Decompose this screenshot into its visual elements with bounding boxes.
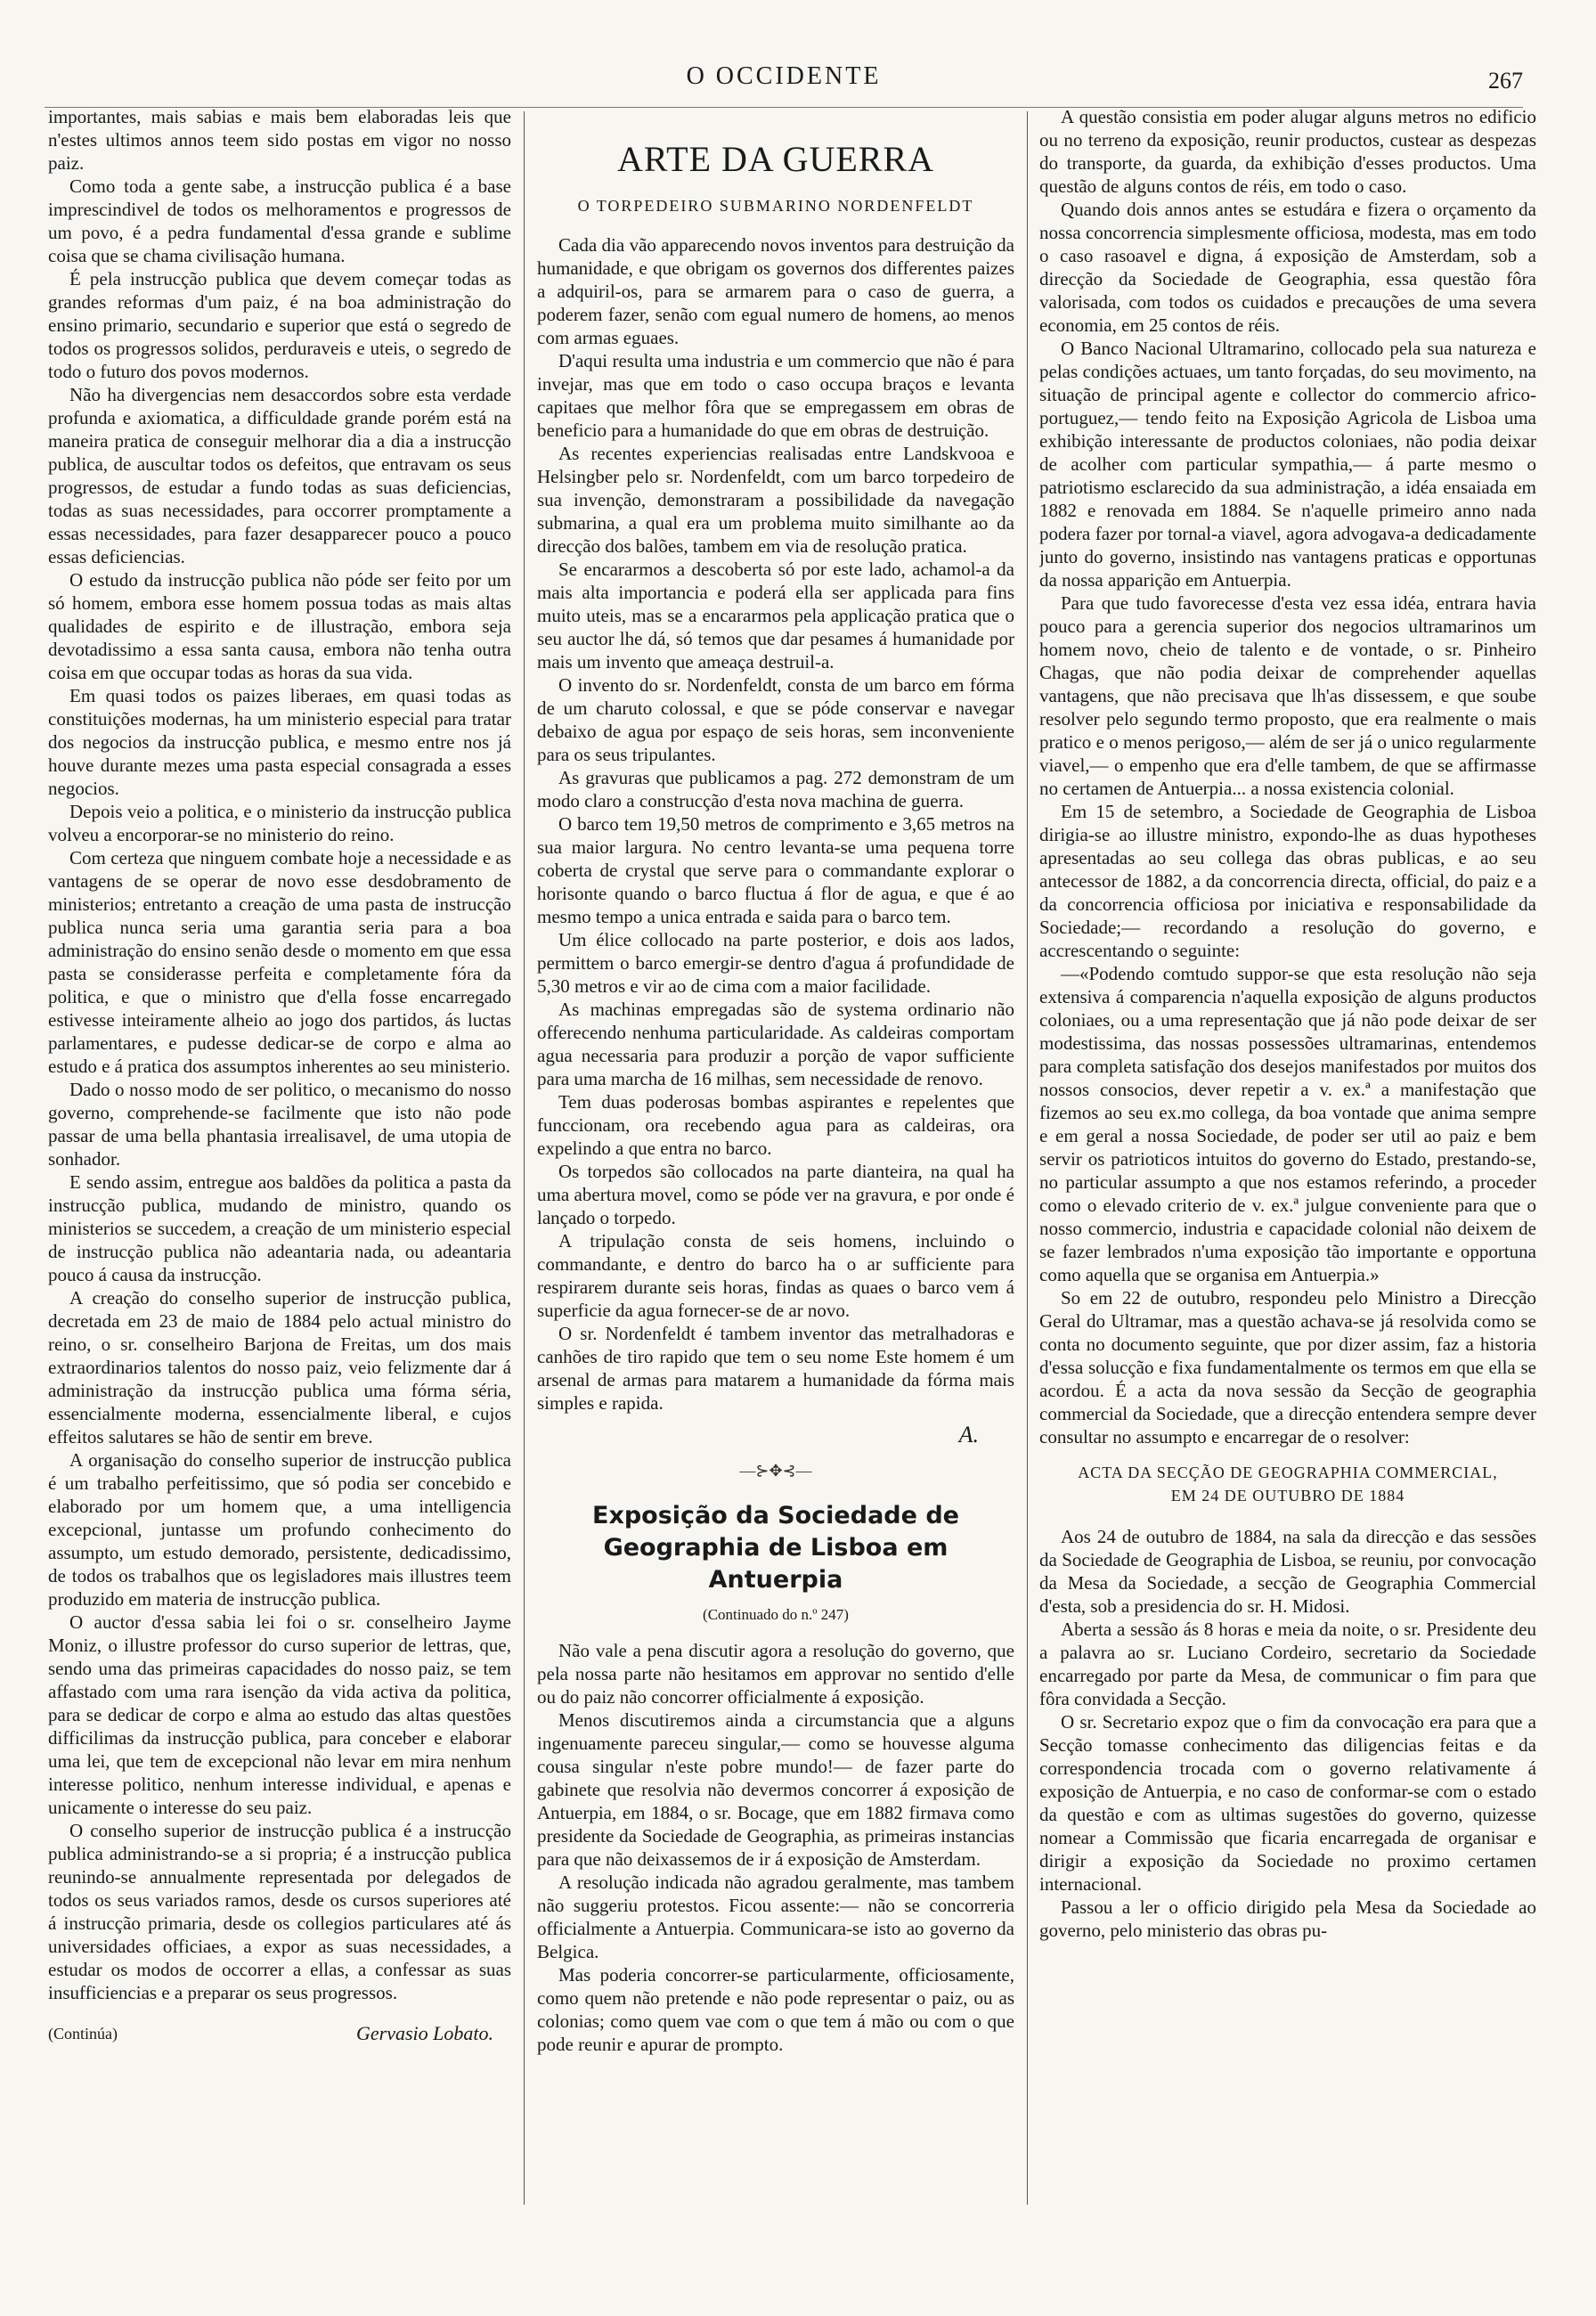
continua-note: (Continúa) — [48, 2025, 118, 2043]
paragraph: A resolução indicada não agradou geralmente, mas tambem não suggeriu protestos. Ficou assente:— não se concorreria officialmente a Antuerpia. Communicara-se isto ao governo da Belgica. — [537, 1872, 1014, 1962]
acta-heading-line: EM 24 DE OUTUBRO DE 1884 — [1170, 1487, 1405, 1505]
paragraph: Depois veio a politica, e o ministerio da instrucção publica volveu a encorporar-se no ministerio do reino. — [48, 801, 511, 845]
column-3 — [1039, 105, 1536, 2209]
column-divider-1 — [524, 111, 525, 2205]
paragraph: Dado o nosso modo de ser politico, o mecanismo do nosso governo, comprehende-se facilmente que isto não pode passar de uma bella phantasia irrealisavel, de uma utopia de sonhador. — [48, 1079, 511, 1170]
section-title: Exposição da Sociedade de Geographia de Lisboa em Antuerpia — [592, 1502, 959, 1594]
paragraph: Aberta a sessão ás 8 horas e meia da noite, o sr. Presidente deu a palavra ao sr. Luciano Cordeiro, secretario da Sociedade encarregado por parte da Mesa, de communicar o fim para que fôra convidada a Secção. — [1039, 1619, 1536, 1709]
paragraph: A organisação do conselho superior de instrucção publica é um trabalho perfeitissimo, que só podia ser concebido e elaborado por um homem que, a uma intelligencia excepcional, juntasse um profundo conhecimento do assumpto, um estudo demorado, persistente, dedicadissimo, de todos os trabalhos que os legisladores mais illustres teem produzido em materia de instrucção publica. — [48, 1449, 511, 1610]
section-ornament: —⊱✥⊰— — [739, 1462, 812, 1480]
paragraph: Não ha divergencias nem desaccordos sobre esta verdade profunda e axiomatica, a difficuldade grande porém está na maneira pratica de conseguir melhorar dia a dia a instrucção publica, de auscultar todos os defeitos, que entravam os seus progressos, de estudar a fundo todas as suas deficiencias, todas as suas necessidades, para occorrer promptamente a essas necessidades, para fazer desapparecer pouco a pouco essas deficiencias. — [48, 384, 511, 567]
article-footer — [48, 2022, 511, 2045]
paragraph: D'aqui resulta uma industria e um commercio que não é para invejar, mas que em todo o caso occupa braços e levanta capitaes que melhor fôra que se empregassem em obras de beneficio para a humanidade do que em obras de destruição. — [537, 350, 1014, 441]
paragraph: A tripulação consta de seis homens, incluindo o commandante, e dentro do barco ha o ar sufficiente para respirarem durante seis horas, findas as quaes o barco vem á superficie da agua fornecer-se de ar novo. — [537, 1230, 1014, 1321]
paragraph: As gravuras que publicamos a pag. 272 demonstram de um modo claro a construcção d'esta nova machina de guerra. — [537, 767, 1014, 811]
column-2 — [537, 105, 1014, 2209]
column-divider-2 — [1027, 111, 1028, 2205]
paragraph: Não vale a pena discutir agora a resolução do governo, que pela nossa parte não hesitamos em approvar no sentido d'elle ou do paiz não concorrer officialmente á exposição. — [537, 1640, 1014, 1708]
paragraph: Para que tudo favorecesse d'esta vez essa idéa, entrara havia pouco para a gerencia superior dos negocios ultramarinos um homem novo, cheio de talento e de vontade, o sr. Pinheiro Chagas, que não podia deixar de comprehender aquellas vantagens, que não precisava que lh'as dissessem, e que soube resolver pelo segundo termo proposto, que era realmente o mais pratico e o menos perigoso,— além de ser já o unico regularmente viavel,— o empenho que era d'elle tambem, de que se affirmasse no certamen de Antuerpia... a nossa existencia colonial. — [1039, 592, 1536, 799]
column-1 — [48, 105, 511, 2209]
paragraph: Como toda a gente sabe, a instrucção publica é a base imprescindivel de todos os melhoramentos e progressos de um povo, é a pedra fundamental d'essa grande e sublime coisa que se chama civilisação humana. — [48, 175, 511, 266]
continued-note: (Continuado do n.º 247) — [703, 1606, 849, 1623]
paragraph: Cada dia vão apparecendo novos inventos para destruição da humanidade, e que obrigam os governos dos differentes paizes a adquiril-os, para se armarem para o caso de guerra, a poderem fazer, senão com egual numero de homens, ao menos com armas eguaes. — [537, 234, 1014, 348]
paragraph: O Banco Nacional Ultramarino, collocado pela sua natureza e pelas condições actuaes, um tanto forçadas, do seu movimento, na situação de principal agente e collector do commercio africo-portuguez,— tendo feito na Exposição Agricola de Lisboa uma exhibição interessante de productos coloniaes, não podia deixar de acolher com particular sympathia,— á parte mesmo o patriotismo esclarecido da sua administração, a idéa ensaiada em 1882 e renovada em 1884. Se n'aquelle primeiro anno nada podera fazer por tornal-a viavel, agora advogava-a dedicadamente junto do governo, insistindo nas vantagens praticas e opportunas da nossa apparição em Antuerpia. — [1039, 338, 1536, 591]
page-number: 267 — [1488, 68, 1523, 94]
paragraph: Os torpedos são collocados na parte dianteira, na qual ha uma abertura movel, como se póde ver na gravura, e por onde é lançado o torpedo. — [537, 1161, 1014, 1228]
paragraph: importantes, mais sabias e mais bem elaboradas leis que n'estes ultimos annos teem sido postas em vigor no nosso paiz. — [48, 106, 511, 174]
paragraph: Quando dois annos antes se estudára e fizera o orçamento da nossa concorrencia simplesmente officiosa, modesta, mas em todo o caso rasoavel e digna, á exposição de Amsterdam, sob a direcção da Sociedade de Geographia, essa questão fôra valorisada, com todos os cuidados e precauções de uma severa economia, em 25 contos de réis. — [1039, 199, 1536, 336]
paragraph: O auctor d'essa sabia lei foi o sr. conselheiro Jayme Moniz, o illustre professor do curso superior de lettras, que, sendo uma das primeiras capacidades do nosso paiz, se tem affastado com uma rara isenção da vida activa da politica, para se dedicar de corpo e alma ao estudo das altas questões difficilimas da instrucção publica, para conceber e elaborar uma lei, que tem de excepcional não levar em mira nenhum interesse politico, nenhum interesse individual, e apenas e unicamente o interesse do seu paiz. — [48, 1611, 511, 1818]
paragraph: Em 15 de setembro, a Sociedade de Geographia de Lisboa dirigia-se ao illustre ministro, expondo-lhe as duas hypotheses apresentadas ao seu collega das obras publicas, e ao seu antecessor de 1882, a da concorrencia directa, official, do paiz e a da concorrencia officiosa por iniciativa e responsabilidade da Sociedade;— recordando a resolução do governo, e accrescentando o seguinte: — [1039, 801, 1536, 961]
acta-heading — [1039, 1461, 1536, 1507]
paragraph: Em quasi todos os paizes liberaes, em quasi todas as constituições modernas, ha um ministerio especial para tratar dos negocios da instrucção publica, e mesmo entre nos já houve durante mezes uma pasta especial consagrada a esses negocios. — [48, 685, 511, 799]
paragraph: O conselho superior de instrucção publica é a instrucção publica administrando-se a si propria; é a instrucção publica reunindo-se annualmente representada por delegados de todos os seus variados ramos, desde os cursos superiores até á instrucção primaria, desde os collegios particulares até ás universidades officiaes, a expor as suas necessidades, a estudar os modos de occorrer a ellas, a confessar as suas insufficiencias e a preparar os seus progressos. — [48, 1820, 511, 2003]
article-subtitle: O TORPEDEIRO SUBMARINO NORDENFELDT — [577, 197, 974, 215]
article-title: ARTE DA GUERRA — [616, 139, 935, 179]
paragraph: So em 22 de outubro, respondeu pelo Ministro a Direcção Geral do Ultramar, mas a questão achava-se já resolvida como se conta no documento seguinte, que por dizer assim, faz a historia d'essa solucção e fixa fundamentalmente os termos em que ella se acordou. É a acta da nova sessão da Secção de geographia commercial da Sociedade, que a direcção entendera sempre dever consultar no assumpto e encarregar de o resolver: — [1039, 1287, 1536, 1448]
paragraph: Com certeza que ninguem combate hoje a necessidade e as vantagens de se operar de novo esse desdobramento de ministerios; entretanto a creação de uma pasta de instrucção publica nunca seria uma garantia seria para a boa administração do ensino senão desde o momento em que essa pasta se considerasse perfeita e completamente fóra da politica, e que o ministro que d'ella fosse encarregado estivesse inteiramente alheio ao jogo dos partidos, ás luctas parlamentares, e pudesse dedicar-se de corpo e alma ao estudo e á pratica dos assumptos inherentes ao seu ministerio. — [48, 847, 511, 1077]
paragraph: O estudo da instrucção publica não póde ser feito por um só homem, embora esse homem possua todas as mais altas qualidades de espirito e de illustração, embora seja devotadissimo a essa santa causa, embora não tenha outra coisa em que occupar todas as horas da sua vida. — [48, 569, 511, 683]
paragraph: As recentes experiencias realisadas entre Landskvooa e Helsingber pelo sr. Nordenfeldt, com um barco torpedeiro de sua invenção, demonstraram a possibilidade da navegação submarina, a qual era um problema muito similhante ao da direcção dos balões, tambem em via de resolução pratica. — [537, 443, 1014, 557]
paragraph: E sendo assim, entregue aos baldões da politica a pasta da instrucção publica, mudando de ministro, quando os ministerios se succedem, a creação de um ministerio especial de instrucção publica não adeantaria nada, ou adeantaria pouco á causa da instrucção. — [48, 1171, 511, 1285]
article-signature: A. — [958, 1422, 979, 1448]
paragraph: Aos 24 de outubro de 1884, na sala da direcção e das sessões da Sociedade de Geographia de Lisboa, se reuniu, por convocação da Mesa da Sociedade, a secção de Geographia Commercial d'esta, sob a presidencia do sr. H. Midosi. — [1039, 1526, 1536, 1617]
paragraph: Se encararmos a descoberta só por este lado, achamol-a da mais alta importancia e poderá ella ser applicada para fins muito uteis, mas se a encararmos pela applicação pratica que o seu auctor lhe dá, só temos que dar pesames á humanidade por mais um invento que ameaça destruil-a. — [537, 559, 1014, 673]
paragraph: O barco tem 19,50 metros de comprimento e 3,65 metros na sua maior largura. No centro levanta-se uma pequena torre coberta de crystal que serve para o commandante explorar o horisonte quando o barco fluctua á flor de agua, e que é ao mesmo tempo a unica entrada e saida para o barco tem. — [537, 813, 1014, 927]
acta-heading-line: ACTA DA SECÇÃO DE GEOGRAPHIA COMMERCIAL, — [1078, 1464, 1498, 1481]
paragraph: Passou a ler o officio dirigido pela Mesa da Sociedade ao governo, pelo ministerio das obras pu- — [1039, 1896, 1536, 1941]
paragraph: A questão consistia em poder alugar alguns metros no edificio ou no terreno da exposição, reunir productos, custear as despezas do transporte, da guarda, da exhibição d'esses productos. Uma questão de alguns contos de réis, em todo o caso. — [1039, 106, 1536, 197]
paragraph: —«Podendo comtudo suppor-se que esta resolução não seja extensiva á comparencia n'aquella exposição de alguns productos coloniaes, ou a uma representação que já não pode deixar de ser modestissima, das nossas possessões ultramarinas, entendemos para completa satisfação dos desejos manifestados por muitos dos nossos consocios, dever repetir a v. ex.ª a manifestação que fizemos ao seu ex.mo collega, da boa vontade que anima sempre e em geral a nossa Sociedade, de poder ser util ao paiz e bem servir os patrioticos intuitos do governo do Estado, prestando-se, no particular assumpto a que nos estamos referindo, a proceder como o elevado criterio de v. ex.ª julgue conveniente para que o nosso commercio, industria e capacidade colonial não deixem de se fazer lembrados n'uma exposição tão importante e opportuna como aquella que se organisa em Antuerpia.» — [1039, 963, 1536, 1285]
paragraph: O invento do sr. Nordenfeldt, consta de um barco em fórma de um charuto colossal, e que se póde conservar e navegar debaixo de agua por espaço de seis horas, sem inconveniente para os seus tripulantes. — [537, 674, 1014, 765]
paragraph: A creação do conselho superior de instrucção publica, decretada em 23 de maio de 1884 pelo actual ministro do reino, o sr. conselheiro Barjona de Freitas, um dos mais extraordinarios talentos do nosso paiz, veio felizmente dar á administração da instrucção publica uma fórma séria, essencialmente moderna, essencialmente liberal, e cujos effeitos salutares se hão de sentir em breve. — [48, 1287, 511, 1448]
paragraph: O sr. Nordenfeldt é tambem inventor das metralhadoras e canhões de tiro rapido que tem o seu nome Este homem é um arsenal de armas para matarem a humanidade da fórma mais simples e rapida. — [537, 1323, 1014, 1414]
paragraph: As machinas empregadas são de systema ordinario não offerecendo nenhuma particularidade. As caldeiras comportam agua necessaria para produzir a porção de vapor sufficiente para uma marcha de 16 milhas, sem necessidade de renovo. — [537, 999, 1014, 1089]
paragraph: O sr. Secretario expoz que o fim da convocação era para que a Secção tomasse conhecimento das diligencias feitas e da correspondencia trocada com o governo relativamente á exposição de Antuerpia, e no caso de conformar-se com o estado da questão e com as ultimas sugestões do governo, quizesse nomear a Commissão que ficaria encarregada de organisar e dirigir a exposição da Sociedade no proximo certamen internacional. — [1039, 1711, 1536, 1895]
author-signature: Gervasio Lobato. — [356, 2022, 493, 2044]
paragraph: Mas poderia concorrer-se particularmente, officiosamente, como quem não pretende e não pode representar o paiz, ou as colonias; como quem vae com o que tem á mão ou com o que pode reunir e apurar de prompto. — [537, 1964, 1014, 2055]
paragraph: Menos discutiremos ainda a circumstancia que a alguns ingenuamente pareceu singular,— como se houvesse alguma cousa singular n'este pobre mundo!— de fazer parte do gabinete que resolvia não devermos concorrer á exposição de Antuerpia, em 1884, o sr. Bocage, que em 1882 firmava como presidente da Sociedade de Geographia, as primeiras instancias para que não deixassemos de ir á exposição de Amsterdam. — [537, 1709, 1014, 1870]
paragraph: Um élice collocado na parte posterior, e dois aos lados, permittem o barco emergir-se dentro d'agua á profundidade de 5,30 metros e vir ao de cima com a maior facilidade. — [537, 929, 1014, 997]
paragraph: Tem duas poderosas bombas aspirantes e repelentes que funccionam, ora recebendo agua para as caldeiras, ora expelindo a que entra no barco. — [537, 1091, 1014, 1159]
paragraph: É pela instrucção publica que devem começar todas as grandes reformas d'um paiz, é na boa administração do ensino primario, secundario e superior que está o segredo de todos os progressos solidos, perduraveis e uteis, o segredo de todo o futuro dos povos modernos. — [48, 268, 511, 382]
journal-title: O OCCIDENTE — [686, 62, 882, 90]
